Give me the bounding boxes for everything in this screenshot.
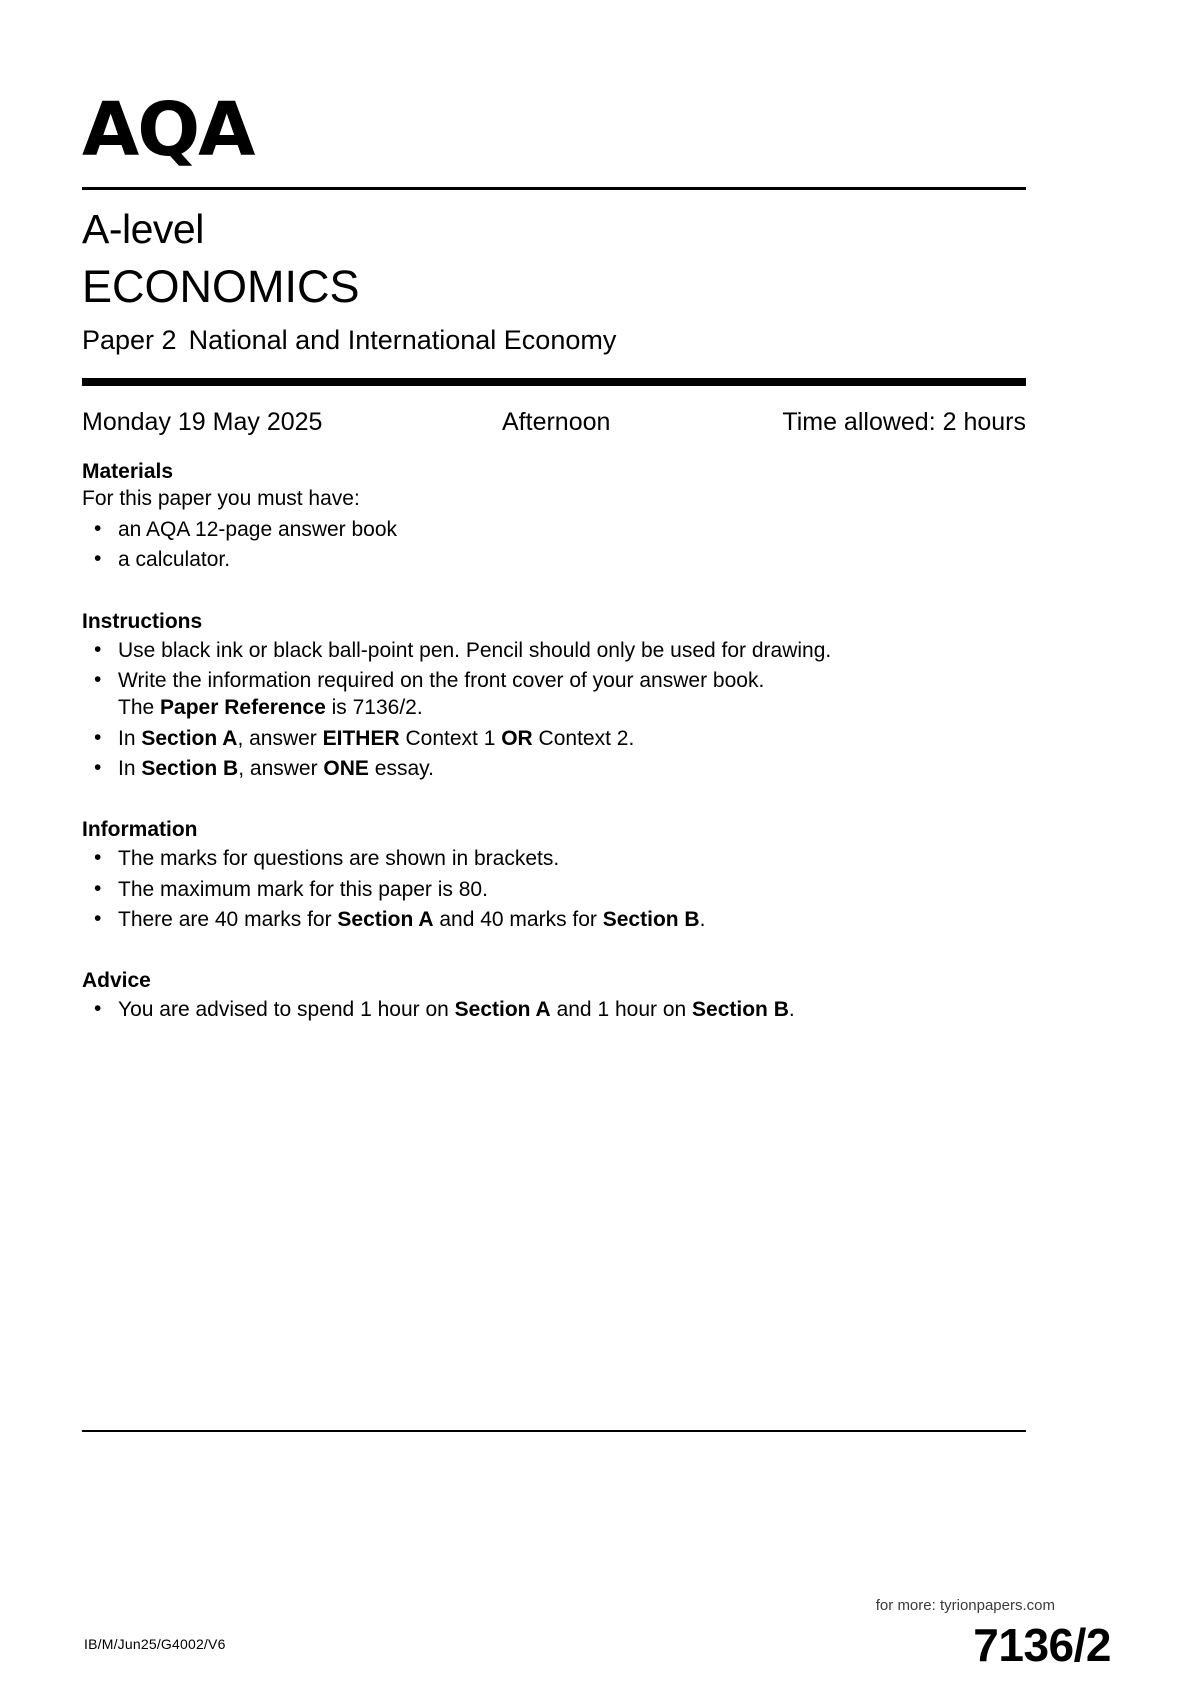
- advice-section: [82, 969, 1026, 1023]
- materials-section: [82, 460, 1026, 573]
- instructions-list: [82, 637, 1026, 782]
- context-1-label: Context 1: [399, 726, 502, 750]
- qualification-level: A-level: [82, 206, 204, 253]
- materials-list: [82, 516, 1026, 574]
- information-text-mid: and 40 marks for: [433, 907, 603, 931]
- or-label: OR: [501, 726, 533, 750]
- exam-meta-row: [82, 408, 1026, 442]
- instruction-text: Use black ink or black ball-point pen. Pencil should only be used for drawing.: [118, 638, 832, 662]
- information-text-post: .: [699, 907, 706, 931]
- exam-date: Monday 19 May 2025: [82, 408, 323, 437]
- page-content: [82, 0, 1026, 1023]
- paper-number: Paper 2: [82, 325, 177, 356]
- section-a-label: Section A: [141, 726, 238, 750]
- list-item: • The marks for questions are shown in brackets.: [82, 845, 1026, 872]
- instruction-text-continued: [118, 694, 1026, 721]
- aqa-logo: AQA: [82, 87, 254, 173]
- list-item: • a calculator.: [82, 546, 1026, 573]
- advice-text-mid: and 1 hour on: [550, 998, 693, 1022]
- list-item: [82, 667, 1026, 722]
- list-item: • The maximum mark for this paper is 80.: [82, 876, 1026, 903]
- section-b-label: Section B: [692, 998, 789, 1022]
- paper-reference-label: Paper Reference: [160, 696, 326, 720]
- section-b-label: Section B: [602, 907, 700, 931]
- header-divider-top: [82, 187, 1026, 190]
- instruction-text-pre: In: [118, 756, 142, 780]
- information-section: [82, 818, 1026, 933]
- document-code: IB/M/Jun25/G4002/V6: [84, 1636, 226, 1652]
- paper-reference-code: 7136/2: [973, 1619, 1111, 1671]
- instruction-text-mid: , answer: [237, 726, 323, 750]
- list-item: [82, 996, 1026, 1023]
- list-item: [82, 755, 1026, 782]
- information-heading: Information: [82, 818, 198, 842]
- section-b-label: Section B: [141, 756, 239, 780]
- watermark-text: for more: tyrionpapers.com: [875, 1597, 1055, 1614]
- instruction-text-pre: The: [118, 696, 161, 720]
- context-2-label: Context 2.: [532, 726, 635, 750]
- section-a-label: Section A: [337, 907, 434, 931]
- list-item: • an AQA 12-page answer book: [82, 516, 1026, 543]
- advice-heading: Advice: [82, 969, 151, 993]
- paper-title: [82, 325, 1026, 356]
- instruction-text-post: essay.: [368, 756, 434, 780]
- one-label: ONE: [323, 756, 369, 780]
- list-item: [82, 637, 1026, 664]
- materials-intro: For this paper you must have:: [82, 487, 360, 511]
- advice-text-post: .: [788, 998, 795, 1022]
- header-divider-bottom: [82, 378, 1026, 386]
- materials-heading: Materials: [82, 460, 174, 484]
- information-list: [82, 845, 1026, 933]
- exam-session: Afternoon: [502, 408, 611, 437]
- advice-text-pre: You are advised to spend 1 hour on: [118, 998, 455, 1022]
- subject-title: ECONOMICS: [82, 261, 360, 313]
- either-label: EITHER: [322, 726, 400, 750]
- list-item: [82, 906, 1026, 933]
- advice-list: [82, 996, 1026, 1023]
- footer-divider: [82, 1430, 1026, 1432]
- instruction-text-pre: In: [118, 726, 142, 750]
- list-item: [82, 725, 1026, 752]
- paper-name: National and International Economy: [188, 325, 617, 356]
- instructions-section: [82, 610, 1026, 782]
- paper-reference-value: is 7136/2.: [325, 696, 423, 720]
- instructions-heading: Instructions: [82, 609, 203, 633]
- instruction-text: Write the information required on the front cover of your answer book.: [118, 669, 765, 693]
- section-a-label: Section A: [454, 998, 551, 1022]
- information-text-pre: There are 40 marks for: [118, 907, 338, 931]
- exam-time-allowed: Time allowed: 2 hours: [782, 408, 1026, 437]
- instruction-text-mid: , answer: [238, 756, 324, 780]
